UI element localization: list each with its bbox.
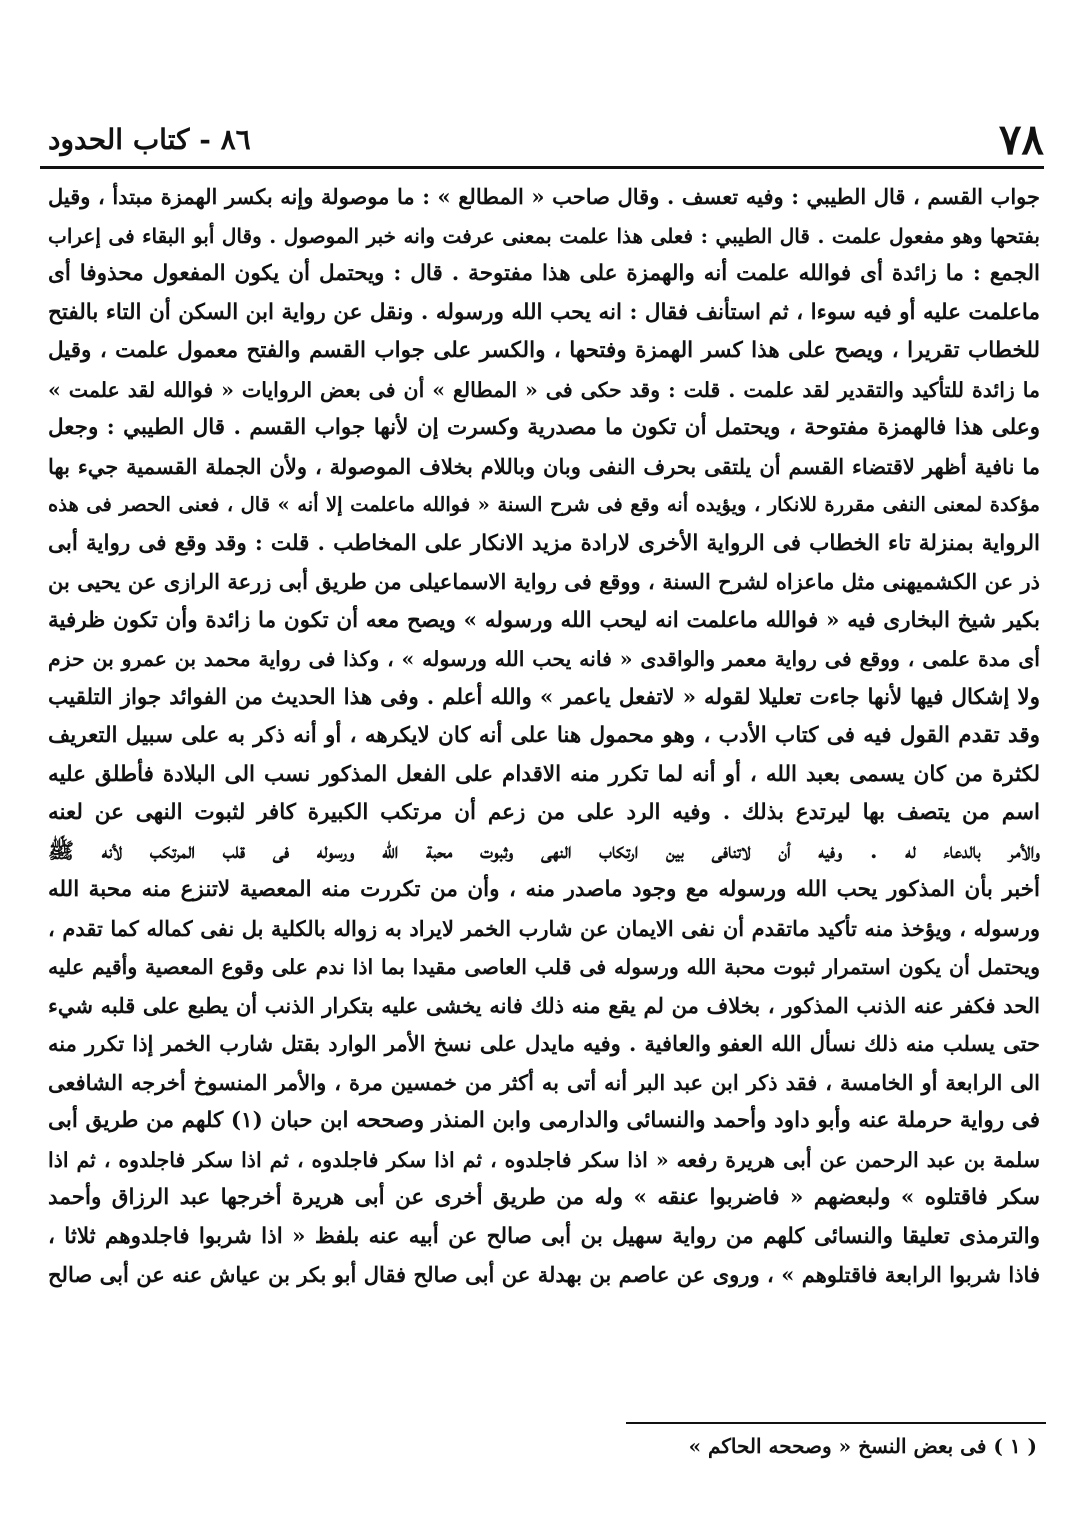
- footnote-rule: [626, 1422, 1046, 1424]
- text-line: ولا إشكال فيها لأنها جاءت تعليلا لقوله « لاتفعل ياعمر » والله أعلم . وفى هذا الحديث من الفوائد جواز التلقيب: [48, 684, 1040, 710]
- text-line: مؤكدة لمعنى النفى مقررة للانكار ، ويؤيده أنه وقع فى شرح السنة « فوالله ماعلمت إلا أنه » قال ، فعنى الحصر فى هذه: [48, 493, 1040, 516]
- text-line: ما نافية أظهر لاقتضاء القسم أن يلتقى بحرف النفى وبان وباللام بخلاف الموصولة ، ولأن الجملة القسمية جيء بها: [48, 453, 1040, 479]
- text-line: الحد فكفر عنه الذنب المذكور ، بخلاف من لم يقع منه ذلك فانه يخشى عليه بتكرار الذنب أن يطبع على قلبه شيء: [48, 992, 1040, 1018]
- text-line: ذر عن الكشميهنى مثل ماعزاه لشرح السنة ، ووقع فى رواية الاسماعيلى من طريق أبى زرعة الرازى عن يحيى بن: [48, 569, 1040, 594]
- text-line: الجمع : ما زائدة أى فوالله علمت أنه والهمزة على هذا مفتوحة . قال : ويحتمل أن يكون المفعول محذوفا أى: [48, 261, 1040, 286]
- text-line: لكثرة من كان يسمى بعبد الله ، أو أنه لما تكرر منه الاقدام على الفعل المذكور نسب الى البلادة فأطلق عليه: [48, 761, 1040, 787]
- text-line: فى رواية حرملة عنه وأبو داود وأحمد والنسائى والدارمى وابن المنذر وصححه ابن حبان (١) كلهم من طريق أبى: [48, 1108, 1040, 1133]
- text-line: والترمذى تعليقا والنسائى كلهم من رواية سهيل بن أبى صالح عن أبيه عنه بلفظ « اذا شربوا فاجلدوهم ثلاثا ،: [48, 1223, 1040, 1249]
- page-number: ٧٨: [998, 115, 1044, 164]
- text-line: أخبر بأن المذكور يحب الله ورسوله مع وجود ماصدر منه ، وأن من تكررت منه المعصية لاتنزع منه محبة الله: [48, 877, 1040, 902]
- text-line: وعلى هذا فالهمزة مفتوحة ، ويحتمل أن تكون ما مصدرية وكسرت إن لأنها جواب القسم . قال الطيبي : وجعل: [48, 415, 1040, 440]
- text-line: بفتحها وهو مفعول علمت . قال الطيبي : فعلى هذا علمت بمعنى عرفت وانه خبر الموصول . وقال أبو البقاء فى إعراب: [48, 223, 1040, 248]
- body-text: [48, 178, 1040, 1295]
- text-line: والأمر بالدعاء له . وفيه أن لاتنافى بين ارتكاب النهى وثبوت محبة الله ورسوله فى قلب المرتكب لأنه ﷺ: [48, 838, 1040, 864]
- text-line: ماعلمت عليه أو فيه سوءا ، ثم استأنف فقال : انه يحب الله ورسوله . ونقل عن رواية ابن السكن أن التاء بالفتح: [48, 299, 1040, 325]
- text-line: أى مدة علمى ، ووقع فى رواية معمر والواقدى « فانه يحب الله ورسوله » ، وكذا فى رواية محمد بن عمرو بن حزم: [48, 647, 1040, 671]
- text-line: سلمة بن عبد الرحمن عن أبى هريرة رفعه « اذا سكر فاجلدوه ، ثم اذا سكر فاجلدوه ، ثم اذا سكر فاجلدوه ، ثم اذا: [48, 1147, 1040, 1172]
- text-line: سكر فاقتلوه » ولبعضهم « فاضربوا عنقه » وله من طريق أخرى عن أبى هريرة أخرجها عبد الرزاق وأحمد: [48, 1185, 1040, 1210]
- page-header: [40, 116, 1044, 164]
- text-line: بكير شيخ البخارى فيه « فوالله ماعلمت انه ليحب الله ورسوله » ويصح معه أن تكون ما زائدة وأن تكون ظرفية: [48, 607, 1040, 633]
- text-line: وقد تقدم القول فيه فى كتاب الأدب ، وهو محمول هنا على أنه كان لايكرهه ، أو أنه ذكر به على سبيل التعريف: [48, 723, 1040, 748]
- text-line: فاذا شربوا الرابعة فاقتلوهم » ، وروى عن عاصم بن بهدلة عن أبى صالح فقال أبو بكر بن عياش عنه عن أبى صالح: [48, 1262, 1040, 1287]
- header-rule: [40, 166, 1044, 169]
- text-line: للخطاب تقريرا ، ويصح على هذا كسر الهمزة وفتحها ، والكسر على جواب القسم والفتح معمول علمت ، وقيل: [48, 338, 1040, 363]
- text-line: الى الرابعة أو الخامسة ، فقد ذكر ابن عبد البر أنه أتى به أكثر من خمسين مرة ، والأمر المنسوخ أخرجه الشافعى: [48, 1069, 1040, 1095]
- text-line: الرواية بمنزلة تاء الخطاب فى الرواية الأخرى لارادة مزيد الانكار على المخاطب . قلت : وقد وقع فى رواية أبى: [48, 530, 1040, 556]
- text-line: ويحتمل أن يكون استمرار ثبوت محبة الله ورسوله فى قلب العاصى مقيدا بما اذا ندم على وقوع المعصية وأقيم عليه: [48, 955, 1040, 979]
- running-head: ٨٦ - كتاب الحدود: [48, 123, 251, 156]
- text-line: حتى يسلب منه ذلك نسأل الله العفو والعافية . وفيه مايدل على نسخ الأمر الوارد بقتل شارب الخمر إذا تكرر منه: [48, 1031, 1040, 1056]
- text-line: ورسوله ، ويؤخذ منه تأكيد ماتقدم أن نفى الايمان عن شارب الخمر لايراد به زواله بالكلية بل نفى كماله كما تقدم ،: [48, 915, 1040, 941]
- text-line: ما زائدة للتأكيد والتقدير لقد علمت . قلت : وقد حكى فى « المطالع » أن فى بعض الروايات « فوالله لقد علمت »: [48, 377, 1040, 402]
- text-line: جواب القسم ، قال الطيبي : وفيه تعسف . وقال صاحب « المطالع » : ما موصولة وإنه بكسر الهمزة مبتدأ ، وقيل: [48, 184, 1040, 209]
- footnote: ( ١ ) فى بعض النسخ « وصححه الحاكم »: [688, 1434, 1037, 1458]
- text-line: اسم من يتصف بها ليرتدع بذلك . وفيه الرد على من زعم أن مرتكب الكبيرة كافر لثبوت النهى عن لعنه: [48, 800, 1040, 825]
